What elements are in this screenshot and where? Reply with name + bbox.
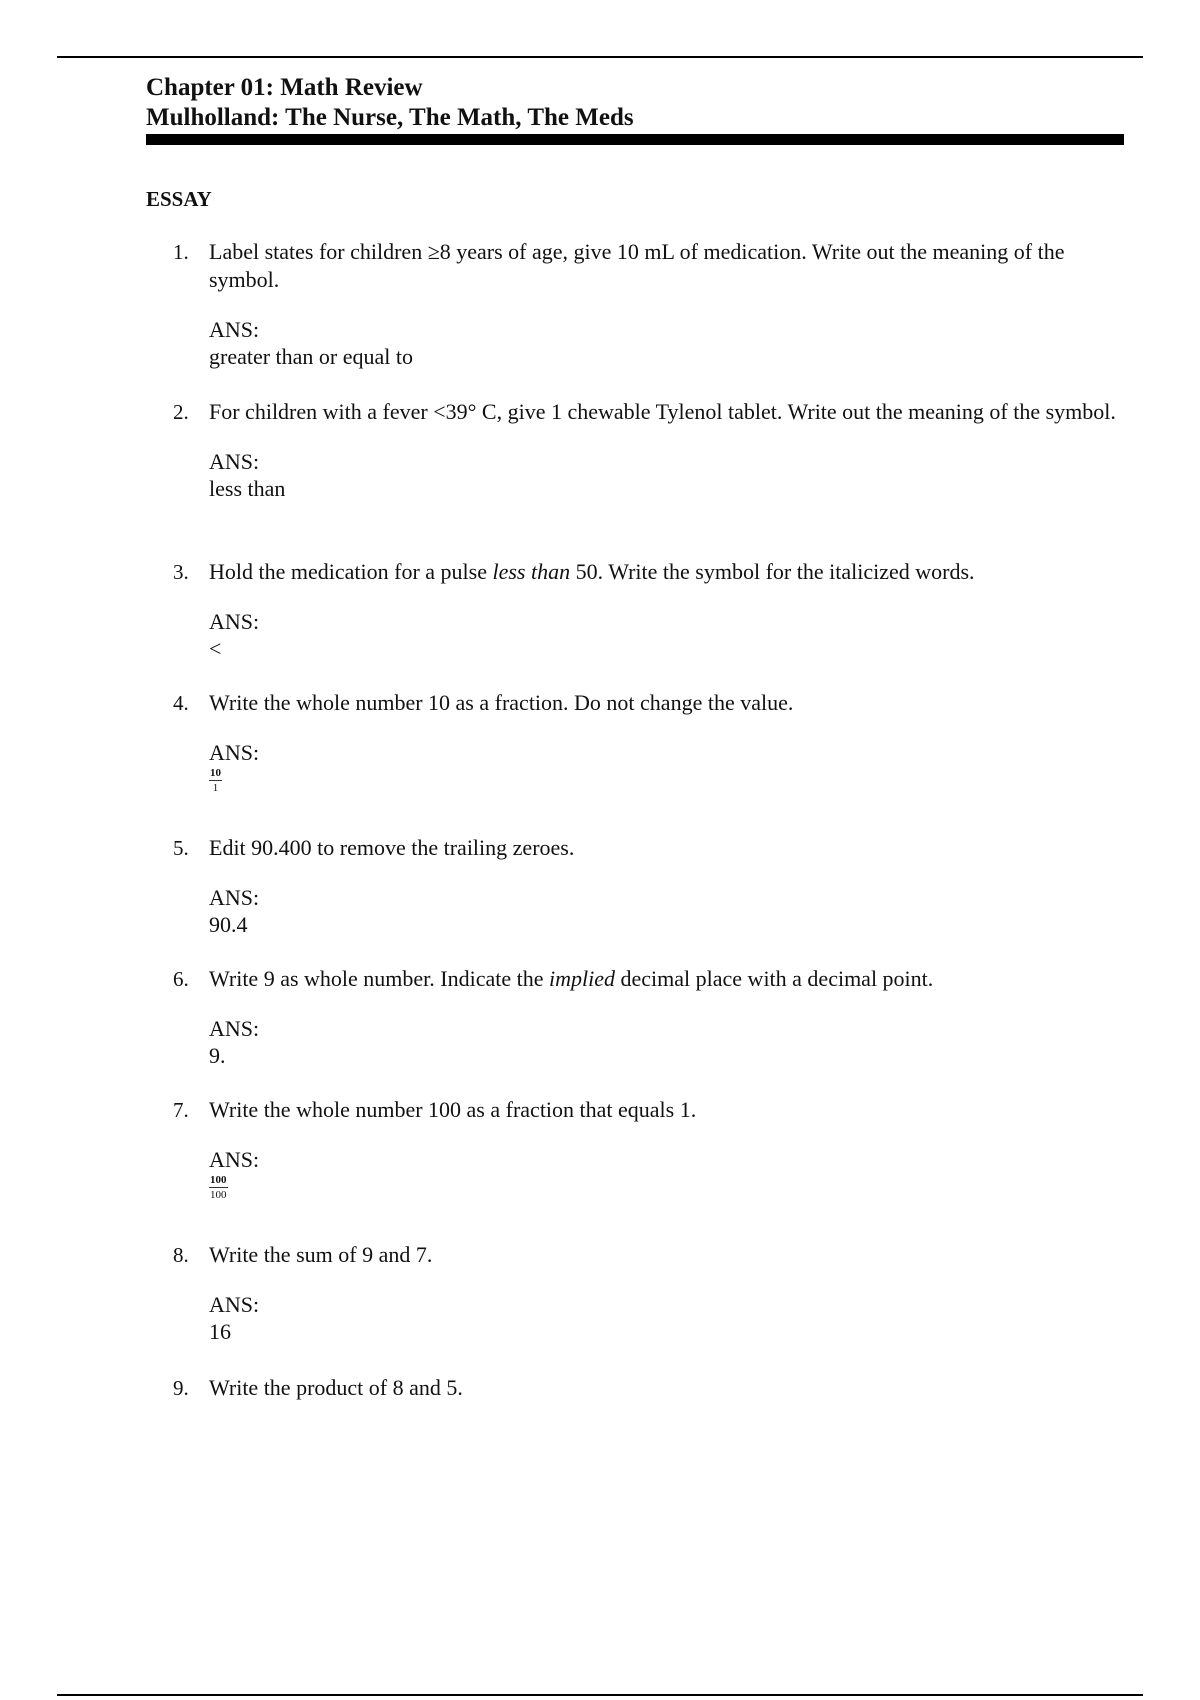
bottom-rule <box>57 1694 1143 1696</box>
question-4 <box>146 689 1126 794</box>
answer-label: ANS: <box>209 740 260 765</box>
question-6 <box>146 965 1126 1069</box>
answer-fraction <box>209 768 222 794</box>
fraction-numerator: 10 <box>210 767 221 779</box>
answer-block <box>209 739 1126 794</box>
question-text-start: Write 9 as whole number. Indicate the <box>209 966 550 991</box>
answer-block <box>209 1291 1126 1345</box>
book-title: Mulholland: The Nurse, The Math, The Meds <box>146 104 634 131</box>
question-number: 7. <box>173 1098 189 1122</box>
question-number: 8. <box>173 1243 189 1267</box>
answer-label: ANS: <box>209 1147 260 1172</box>
fraction-denominator: 100 <box>210 1189 227 1201</box>
top-rule <box>57 56 1143 58</box>
question-1 <box>146 238 1126 370</box>
fraction-denominator: 1 <box>212 782 219 794</box>
answer-block <box>209 1146 1126 1201</box>
answer-value: 90.4 <box>209 912 248 937</box>
question-text: Label states for children ≥8 years of age, give 10 mL of medication. Write out the meaning of the symbol. <box>209 239 1065 292</box>
question-text-end: 50. Write the symbol for the italicized words. <box>570 559 975 584</box>
answer-value: 9. <box>209 1043 226 1068</box>
answer-block <box>209 448 1126 502</box>
question-text: Write the product of 8 and 5. <box>209 1375 463 1400</box>
question-text: For children with a fever <39° C, give 1 chewable Tylenol tablet. Write out the meaning of the symbol. <box>209 399 1116 424</box>
question-text-italic: implied <box>549 966 616 991</box>
question-text: Write the sum of 9 and 7. <box>209 1242 433 1267</box>
question-number: 6. <box>173 967 189 991</box>
answer-value: less than <box>209 476 286 501</box>
question-text <box>209 965 1126 993</box>
answer-block <box>209 884 1126 938</box>
question-text: Write the whole number 100 as a fraction that equals 1. <box>209 1097 697 1122</box>
section-title: ESSAY <box>146 187 212 211</box>
question-9 <box>146 1374 1126 1402</box>
answer-block <box>209 608 1126 662</box>
answer-value: greater than or equal to <box>209 344 414 369</box>
answer-label: ANS: <box>209 609 260 634</box>
answer-fraction <box>209 1175 228 1201</box>
question-text: Edit 90.400 to remove the trailing zeroes. <box>209 835 575 860</box>
question-number: 3. <box>173 560 189 584</box>
question-text-end: decimal place with a decimal point. <box>615 966 934 991</box>
question-number: 2. <box>173 400 189 424</box>
question-number: 5. <box>173 836 189 860</box>
question-text-italic: less than <box>492 559 571 584</box>
answer-block <box>209 1015 1126 1069</box>
question-number: 4. <box>173 691 189 715</box>
question-text: Write the whole number 10 as a fraction. Do not change the value. <box>209 690 794 715</box>
question-text-start: Hold the medication for a pulse <box>209 559 493 584</box>
answer-label: ANS: <box>209 1292 260 1317</box>
fraction-numerator: 100 <box>210 1174 227 1186</box>
question-3 <box>146 558 1126 662</box>
answer-label: ANS: <box>209 317 260 342</box>
answer-label: ANS: <box>209 1016 260 1041</box>
chapter-title: Chapter 01: Math Review <box>146 74 423 101</box>
answer-value: 16 <box>209 1319 231 1344</box>
answer-label: ANS: <box>209 885 260 910</box>
question-7 <box>146 1096 1126 1201</box>
page-header <box>146 73 1124 133</box>
question-text <box>209 558 1126 586</box>
answer-label: ANS: <box>209 449 260 474</box>
question-2 <box>146 398 1126 502</box>
answer-value: < <box>209 636 222 661</box>
question-8 <box>146 1241 1126 1345</box>
answer-block <box>209 316 1126 370</box>
header-divider <box>146 134 1124 145</box>
question-5 <box>146 834 1126 938</box>
question-number: 9. <box>173 1376 189 1400</box>
question-number: 1. <box>173 240 189 264</box>
